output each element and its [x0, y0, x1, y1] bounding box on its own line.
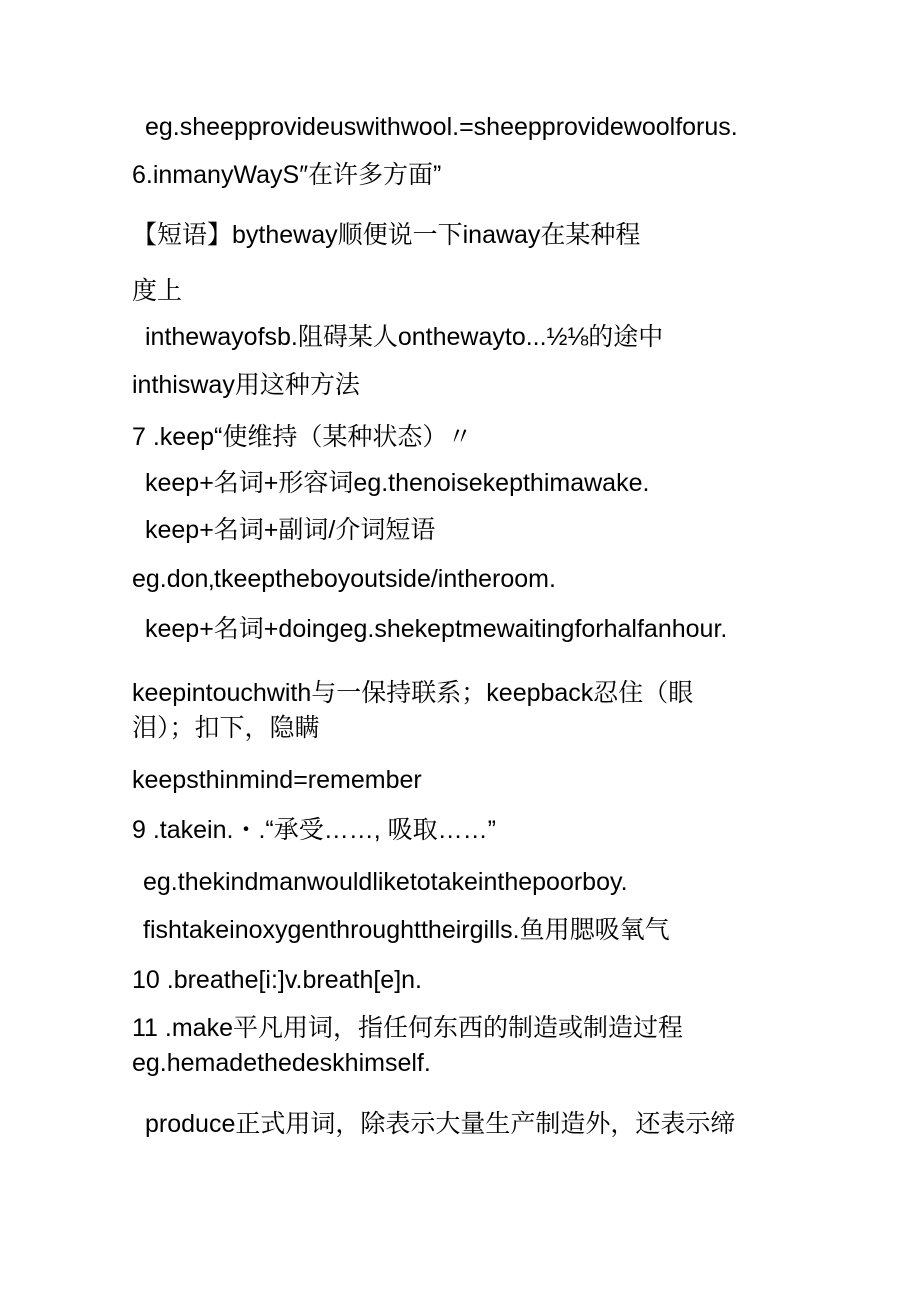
example-sheep-wool: eg.sheepprovideuswithwool.=sheepprovidewoolforus. — [145, 113, 738, 141]
keep-in-touch-with: keepintouchwith与一保持联系；keepback忍住（眼 — [132, 679, 694, 707]
keep-noun-doing: keep+名词+doingeg.shekeptmewaitingforhalfanhour. — [145, 615, 728, 643]
item-9-take-in: 9 .takein.・.“承受……, 吸取……” — [132, 816, 496, 844]
example-kind-man: eg.thekindmanwouldliketotakeinthepoorboy. — [143, 868, 628, 896]
example-made-desk: eg.hemadethedeskhimself. — [132, 1049, 431, 1077]
example-fish-oxygen: fishtakeinoxygenthroughttheirgills.鱼用腮吸氧气 — [143, 916, 670, 944]
item-7-keep: 7 .keep“使维持（某种状态）〃 — [132, 423, 473, 451]
keep-sth-in-mind: keepsthinmind=remember — [132, 766, 422, 794]
example-dont-keep-boy: eg.don‚tkeeptheboyoutside/intheroom. — [132, 565, 556, 593]
item-11-make: 11 .make平凡用词，指任何东西的制造或制造过程 — [132, 1014, 683, 1042]
phrase-in-this-way: inthisway用这种方法 — [132, 371, 360, 399]
phrase-in-the-way-of: inthewayofsb.阻碍某人onthewayto...½⅛的途中 — [145, 323, 664, 351]
phrases-by-the-way: 【短语】bytheway顺便说一下inaway在某种程 — [132, 221, 641, 249]
keep-noun-adverb: keep+名词+副词/介词短语 — [145, 516, 436, 544]
item-6-in-many-ways: 6.inmanyWayS″在许多方面” — [132, 161, 442, 189]
phrases-continued: 度上 — [132, 277, 183, 305]
item-10-breathe: 10 .breathe[i:]v.breath[e]n. — [132, 966, 423, 994]
produce-definition: produce正式用词，除表示大量生产制造外，还表示缔 — [145, 1110, 736, 1138]
keep-noun-adjective: keep+名词+形容词eg.thenoisekepthimawake. — [145, 469, 650, 497]
keep-back-continued: 泪）；扣下，隐瞒 — [132, 714, 320, 742]
